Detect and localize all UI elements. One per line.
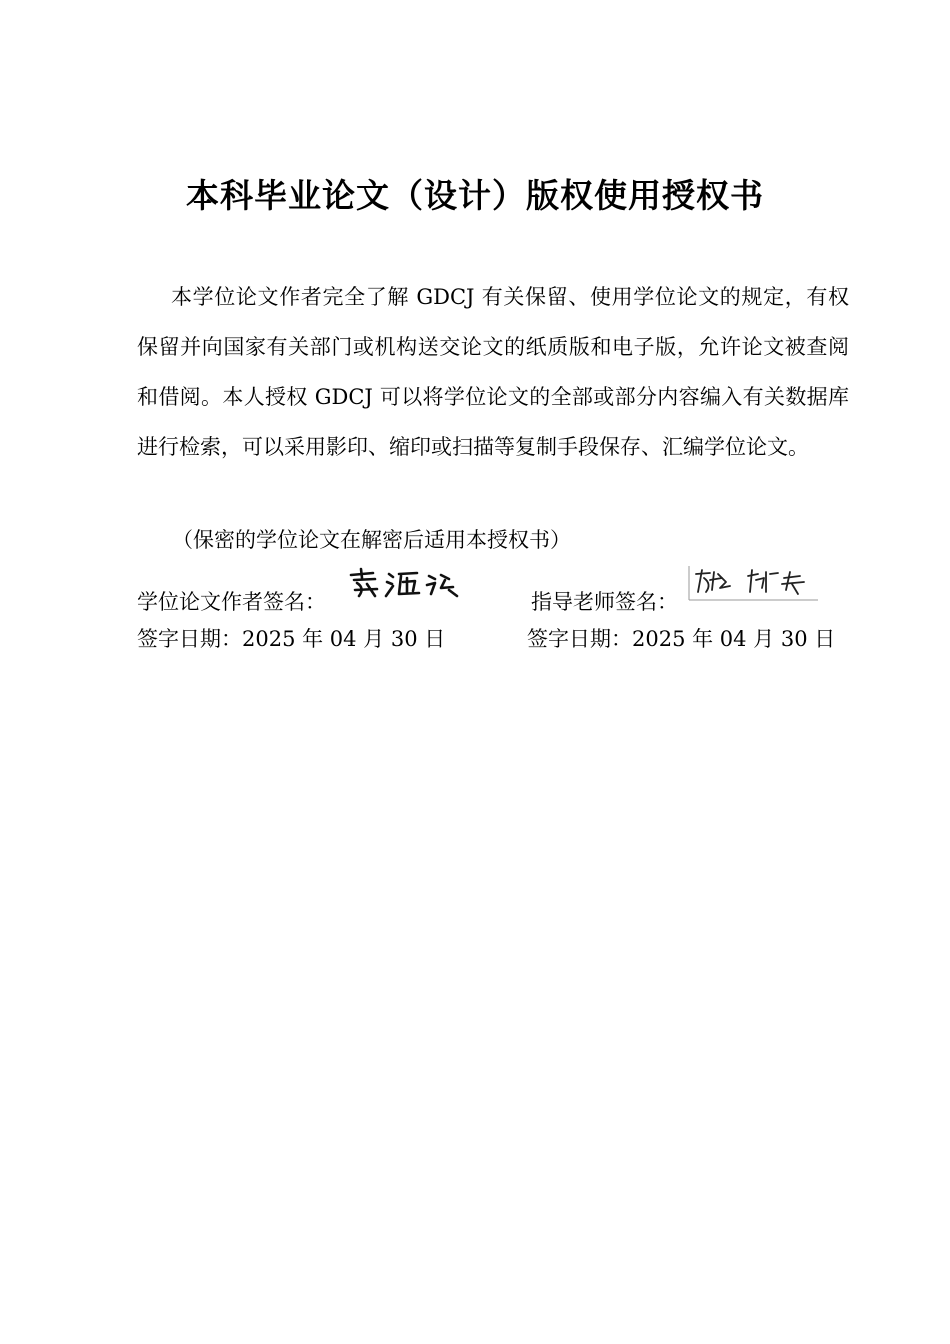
advisor-signature-image xyxy=(686,564,820,604)
authorization-paragraph: 本学位论文作者完全了解 GDCJ 有关保留、使用学位论文的规定，有权保留并向国家有关部门或机构送交论文的纸质版和电子版，允许论文被查阅和借阅。本人授权 GDCJ 可以将学位论文的全部或部分内容编入有关数据库进行检索，可以采用影印、缩印或扫描等复制手段保存、汇编学位论文。 xyxy=(137,285,849,459)
advisor-sign-date: 签字日期：2025 年 04 月 30 日 xyxy=(527,627,836,651)
author-signature-image xyxy=(345,566,463,602)
confidential-note: （保密的学位论文在解密后适用本授权书） xyxy=(172,528,571,552)
document-title: 本科毕业论文（设计）版权使用授权书 xyxy=(186,176,764,215)
author-sign-date: 签字日期：2025 年 04 月 30 日 xyxy=(137,627,446,651)
advisor-signature-label: 指导老师签名： xyxy=(531,590,678,614)
author-signature-label: 学位论文作者签名： xyxy=(137,590,326,614)
